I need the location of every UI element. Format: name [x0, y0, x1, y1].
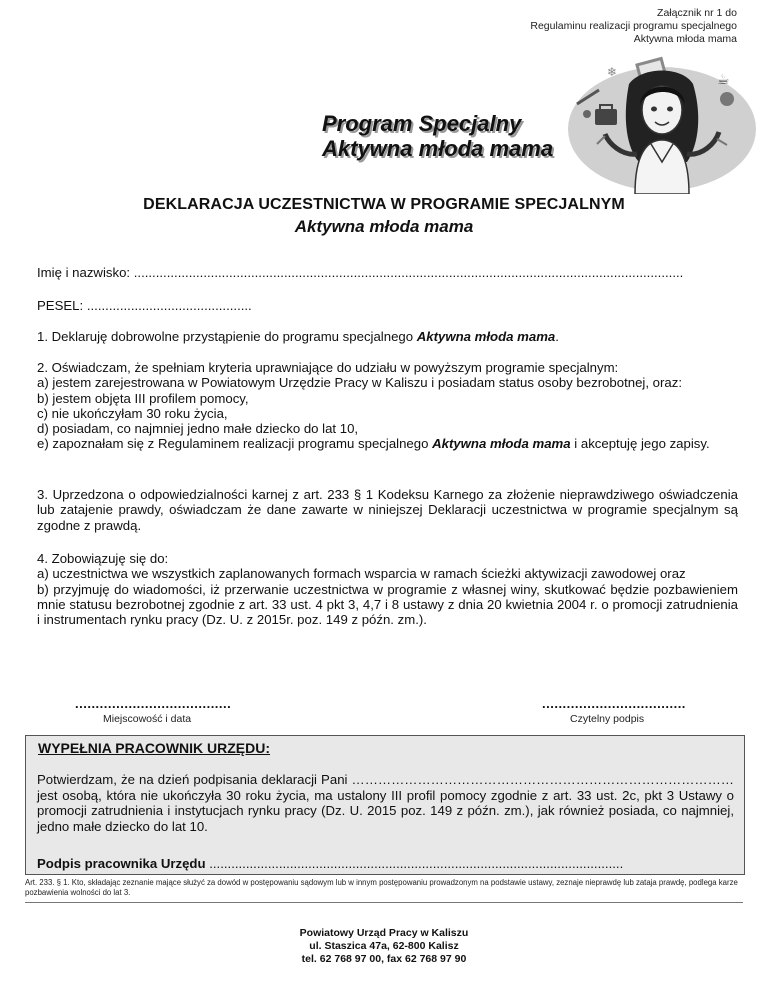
clerk-signature-line [37, 856, 623, 871]
criterion-e-end: i akceptuję jego zapisy. [570, 436, 710, 452]
obligation-b: b) przyjmuję do wiadomości, iż przerwanie uczestnictwa w programie z własnej winy, skutkować będzie pozbawieniem mnie statusu bezrobotnej zgodnie z art. 33 ust. 4 pkt 3, 4,7 i 8 ustawy z dnia 20 kwietnia 2004 r. o promocji zatrudnienia i instrumentach rynku pracy (Dz. U. z 2015r. poz. 149 z późn. zm.). [37, 581, 738, 628]
pesel-field: PESEL: ............................................. [37, 298, 252, 313]
obligation-a: a) uczestnictwa we wszystkich zaplanowanych formach wsparcia w ramach ścieżki aktywizacji zawodowej oraz [37, 566, 686, 582]
office-phone: tel. 62 768 97 00, fax 62 768 97 90 [301, 953, 467, 965]
point-4 [37, 551, 738, 627]
declaration-title: DEKLARACJA UCZESTNICTWA W PROGRAMIE SPECJALNYM [143, 196, 625, 213]
office-street: ul. Staszica 47a, 62-800 Kalisz [309, 940, 459, 952]
place-date-dots: ...................................... [75, 696, 232, 711]
svg-text:☕: ☕ [717, 71, 730, 87]
svg-text:❄: ❄ [607, 65, 618, 79]
clerk-section [25, 735, 745, 875]
point-2-intro: 2. Oświadczam, że spełniam kryteria uprawniające do udziału w powyższym programie specjalnym: [37, 360, 619, 375]
program-title [322, 111, 553, 161]
program-name-emphasis: Aktywna młoda mama [432, 436, 571, 452]
criterion-d: d) posiadam, co najmniej jedno małe dziecko do lat 10, [37, 421, 359, 437]
young-mother-illustration [567, 44, 757, 194]
signature-dots: ................................... [542, 696, 686, 711]
declaration-subtitle: Aktywna młoda mama [294, 217, 474, 236]
clerk-signature-dots: ................................................................................................................. [205, 856, 624, 871]
program-title-line: Aktywna młoda mama [322, 136, 554, 161]
point-2 [37, 360, 738, 452]
criterion-a: a) jestem zarejestrowana w Powiatowym Urzędzie Pracy w Kaliszu i posiadam status osoby bezrobotnej, oraz: [37, 375, 682, 391]
point-4-intro: 4. Zobowiązuję się do: [37, 551, 169, 566]
criterion-b: b) jestem objęta III profilem pomocy, [37, 390, 249, 406]
criterion-e-text: e) zapoznałam się z Regulaminem realizacji programu specjalnego [37, 436, 433, 452]
program-name-emphasis: Aktywna młoda mama [416, 329, 556, 344]
point-3: 3. Uprzedzona o odpowiedzialności karnej z art. 233 § 1 Kodeksu Karnego za złożenie nieprawdziwego oświadczenia lub zatajenie prawdy, oświadczam że dane zawarte w niniejszej Deklaracji uczestnictwa w programie specjalnym są zgodne z prawdą. [37, 487, 738, 533]
point-1-text: 1. Deklaruję dobrowolne przystąpienie do programu specjalnego [37, 329, 417, 344]
annex-line: Aktywna młoda mama [633, 33, 737, 45]
point-1-end: . [555, 329, 559, 344]
point-1 [37, 329, 738, 344]
footer-divider [25, 902, 743, 903]
clerk-signature-label: Podpis pracownika Urzędu [37, 856, 206, 871]
annex-note [437, 7, 737, 46]
office-name: Powiatowy Urząd Pracy w Kaliszu [299, 927, 469, 939]
criterion-c: c) nie ukończyłam 30 roku życia, [37, 405, 228, 421]
annex-line: Regulaminu realizacji programu specjalnego [530, 20, 737, 32]
legal-footnote: Art. 233. § 1. Kto, składając zeznanie mające służyć za dowód w postępowaniu sądowym lub w innym postępowaniu prowadzonym na podstawie ustawy, zeznaje nieprawdę lub zataja prawdę, podlega karze pozbawienia wolności do lat 3. [25, 878, 738, 897]
office-address [0, 927, 768, 966]
clerk-confirmation: Potwierdzam, że na dzień podpisania deklaracji Pani ……………………………………………………………………………jest osobą, która nie ukończyła 30 roku życia, ma ustalony III profil pomocy zgodnie z art. 33 ust. 2c, pkt 3 Ustawy o promocji zatrudnienia i instytucjach rynku pracy (Dz. U. 2015 poz. 149 z późn. zm.), jak również posiada, co najmniej, jedno małe dziecko do lat 10. [37, 772, 734, 834]
signature-label: Czytelny podpis [570, 713, 645, 725]
name-field: Imię i nazwisko: ...................................................................................................................................................... [37, 265, 684, 280]
place-date-label: Miejscowość i data [103, 713, 192, 725]
program-title-line: Program Specjalny [322, 111, 522, 136]
criterion-e [37, 436, 738, 451]
annex-line: Załącznik nr 1 do [657, 7, 737, 19]
clerk-heading: WYPEŁNIA PRACOWNIK URZĘDU: [38, 740, 271, 756]
